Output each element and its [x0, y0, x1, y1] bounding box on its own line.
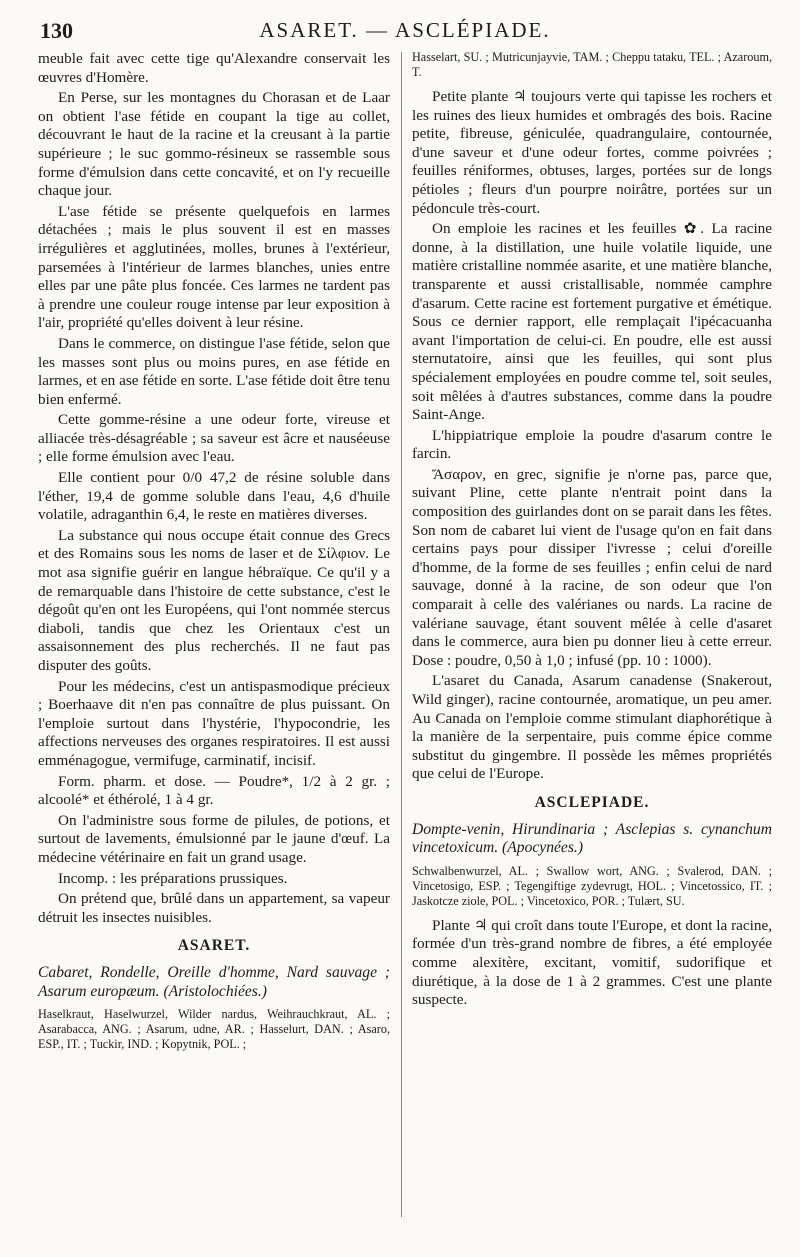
paragraph: Ἄσαρον, en grec, signifie je n'orne pas, parce que, suivant Pline, cette plante n'entrait point dans la composition des guirlandes dont on se parait dans les fêtes. Son nom de cabaret lui vient de l'usage qu'on en fait dans certains pays pour dissiper l'ivresse ; celui d'oreille d'homme, de la forme de ses feuilles ; enfin celui de nard sauvage, donné à la racine, de son odeur que l'on comparait à celle des valérianes ou nards. La racine de valériane sauvage, étant souvent mêlée à celle d'asaret dans le commerce, aura bien pu donner lieu à cette erreur. Dose : poudre, 0,50 à 1,0 ; infusé (pp. 10 : 1000). — [412, 465, 772, 669]
paragraph: L'ase fétide se présente quelquefois en larmes détachées ; mais le plus souvent il est en masses irrégulières et agglutinées, molles, brunes à l'extérieur, parsemées à l'intérieur de larmes blanches, unies entre elles par une pâte plus foncée. Ces larmes ne tardent pas à prendre une couleur rouge intense par leur exposition à l'air, propriété qu'elles doivent à leur résine. — [38, 202, 390, 332]
right-column — [412, 50, 772, 1012]
paragraph: En Perse, sur les montagnes du Chorasan et de Laar on obtient l'ase fétide en coupant la tige au collet, découvrant le haut de la racine et la creusant à la partie supérieure ; le suc gommo-résineux se rassemble sous forme d'émulsion dans cette concavité, et on l'y recueille chaque jour. — [38, 89, 390, 200]
section-title-asclepiade: ASCLEPIADE. — [534, 793, 650, 811]
paragraph: Elle contient pour 0/0 47,2 de résine soluble dans l'éther, 19,4 de gomme soluble dans l'eau, 4,6 d'huile volatile, adraganthin 6,4, le reste en matières diverses. — [38, 469, 390, 524]
paragraph: Incomp. : les préparations prussiques. — [58, 869, 288, 887]
running-title: ASARET. — ASCLÉPIADE. — [259, 18, 551, 42]
page-header — [40, 16, 770, 44]
paragraph: On prétend que, brûlé dans un appartement, sa vapeur détruit les insectes nuisibles. — [38, 890, 390, 926]
vernacular-names-continued: Hasselart, SU. ; Mutricunjayvie, TAM. ; Cheppu tataku, TEL. ; Azaroum, T. — [412, 50, 772, 79]
section-title-asaret: ASARET. — [177, 937, 251, 955]
paragraph: L'asaret du Canada, Asarum canadense (Snakerout, Wild ginger), racine contournée, aromatique, un peu amer. Au Canada on l'emploie comme stimulant diaphorétique à la manière de la serpentaire, puis comme épice comme substitut du gingembre. Il possède les mêmes propriétés que celui de l'Europe. — [412, 672, 772, 783]
paragraph: On l'administre sous forme de pilules, de potions, et surtout de lavements, émulsionné par le jaune d'œuf. La médecine vétérinaire en fait un grand usage. — [38, 811, 390, 866]
paragraph: Cette gomme-résine a une odeur forte, vireuse et alliacée très-désagréable ; sa saveur est âcre et nauséeuse ; elle forme émulsion avec l'eau. — [38, 411, 390, 466]
paragraph: Form. pharm. et dose. — Poudre*, 1/2 à 2 gr. ; alcoolé* et éthérolé, 1 à 4 gr. — [38, 772, 390, 809]
paragraph: Pour les médecins, c'est un antispasmodique précieux ; Boerhaave dit n'en pas connaître de plus puissant. On l'emploie surtout dans l'hystérie, l'hypocondrie, les affections nerveuses des organes respiratoires. Il est aussi emménagogue, vermifuge, carminatif, incisif. — [38, 677, 390, 769]
left-column — [38, 50, 390, 1060]
vernacular-names: Schwalbenwurzel, AL. ; Swallow wort, ANG. ; Svalerod, DAN. ; Vincetosigo, ESP. ; Tegengiftige zydevrugt, HOL. ; Vincetossico, IT. ; Jaskotcze ziole, POL. ; Vincetoxico, POR. ; Tulært, SU. — [412, 863, 772, 908]
synonyms: Dompte-venin, Hirundinaria ; Asclepias s. cynanchum vincetoxicum. (Apocynées.) — [412, 820, 772, 857]
paragraph: Plante ♃ qui croît dans toute l'Europe, et dont la racine, formée d'un très-grand nombre de fibres, a été employée comme alexitère, excitant, vomitif, sudorifique et diurétique, à la dose de 1 à 2 grammes. C'est une plante suspecte. — [412, 916, 772, 1009]
paragraph: meuble fait avec cette tige qu'Alexandre conservait les œuvres d'Homère. — [38, 50, 390, 86]
paragraph: La substance qui nous occupe était connue des Grecs et des Romains sous les noms de laser et de Σίλφιον. Le mot asa signifie guérir en langue hébraïque. Ce qu'il y a de remarquable dans l'histoire de cette substance, c'est le dégoût qu'en ont les Européens, qui l'ont nommée stercus diaboli, tandis que chez les Orientaux c'est un assaisonnement des plus recherchés. Il ne faut pas disputer des goûts. — [38, 526, 390, 674]
page-number: 130 — [40, 18, 73, 43]
column-divider — [401, 52, 402, 1217]
vernacular-names: Haselkraut, Haselwurzel, Wilder nardus, Weihrauchkraut, AL. ; Asarabacca, ANG. ; Asarum, udne, AR. ; Hasselurt, DAN. ; Asaro, ESP., IT. ; Tuckir, IND. ; Kopytnik, POL. ; — [38, 1007, 390, 1052]
paragraph: On emploie les racines et les feuilles ✿. La racine donne, à la distillation, une huile volatile liquide, une matière cristalline nommée asarite, et une matière blanche, transparente et aussi cristallisable, nommée camphre d'asarum. Cette racine est fortement purgative et émétique. Sous ce dernier rapport, elle remplaçait l'ipécacuanha avant l'importation de celui-ci. En poudre, elle est aussi sternutatoire, ainsi que les feuilles, qui sont plus spécialement employées en poudre comme tel, soit seules, soit mêlées à d'autres substances, comme dans la poudre Saint-Ange. — [412, 220, 772, 424]
paragraph: L'hippiatrique emploie la poudre d'asarum contre le farcin. — [412, 426, 772, 463]
synonyms: Cabaret, Rondelle, Oreille d'homme, Nard sauvage ; Asarum europæum. (Aristolochiées.) — [38, 963, 390, 1000]
paragraph: Dans le commerce, on distingue l'ase fétide, selon que les masses sont plus ou moins pures, en ase fétide en larmes, et en ase fétide en sorte. L'ase fétide doit être tenu bien enfermé. — [38, 334, 390, 408]
paragraph: Petite plante ♃ toujours verte qui tapisse les rochers et les ruines des lieux humides et ombragés des bois. Racine petite, fibreuse, géniculée, quadrangulaire, contournée, d'une saveur et d'une odeur fortes, comme poivrées ; feuilles réniformes, obtuses, larges, portées sur de longs pétioles ; fleurs d'un pourpre noirâtre, portées sur un pédoncule très-court. — [412, 88, 772, 217]
